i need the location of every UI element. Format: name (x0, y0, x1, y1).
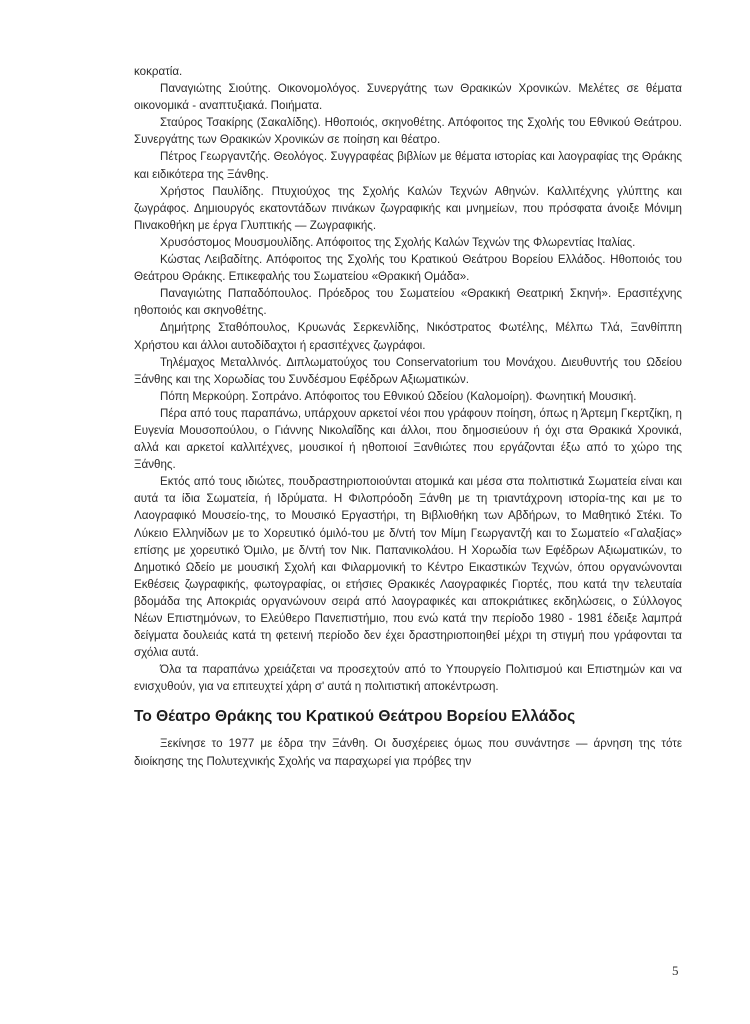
paragraph: Ξεκίνησε το 1977 με έδρα την Ξάνθη. Οι δυσχέρειες όμως που συνάντησε — άρνηση της τότε διοίκησης της Πολυτεχνικής Σχολής να παραχωρεί για πρόβες την (134, 737, 682, 768)
paragraph: Χρυσόστομος Μουσμουλίδης. Απόφοιτος της Σχολής Καλών Τεχνών της Φλωρεντίας Ιταλίας. (160, 235, 636, 249)
section-heading: Το Θέατρο Θράκης του Κρατικού Θεάτρου Βορείου Ελλάδος (134, 708, 576, 726)
paragraph: Χρήστος Παυλίδης. Πτυχιούχος της Σχολής Καλών Τεχνών Αθηνών. Καλλιτέχνης γλύπτης και ζωγράφος. Δημιουργός εκατοντάδων πινάκων ζωγραφικής και μνημείων, που πρόσφατα άνοιξε Μόνιμη Πινακοθήκη με έργα Γλυπτικής — Ζωγραφικής. (134, 184, 682, 232)
paragraph: Κώστας Λειβαδίτης. Απόφοιτος της Σχολής του Κρατικού Θεάτρου Βορείου Ελλάδος. Ηθοποιός του Θεάτρου Θράκης. Επικεφαλής του Σωματείου «Θρακική Ομάδα». (134, 253, 682, 284)
paragraph: Πόπη Μερκούρη. Σοπράνο. Απόφοιτος του Εθνικού Ωδείου (Καλομοίρη). Φωνητική Μουσική. (160, 389, 637, 403)
paragraph: Τηλέμαχος Μεταλλινός. Διπλωματούχος του Conservatorium του Μονάχου. Διευθυντής του Ωδείου Ξάνθης και της Χορωδίας του Συνδέσμου Εφέδρων Αξιωματικών. (134, 355, 682, 386)
page-number: 5 (672, 963, 679, 978)
paragraph: Πέρα από τους παραπάνω, υπάρχουν αρκετοί νέοι που γράφουν ποίηση, όπως η Άρτεμη Γκερτζίκη, η Ευγενία Μουσοπούλου, ο Γιάννης Νικολαΐδης και άλλοι, που δημοσιεύουν ή όχι στα Θρακικά Χρονικά, αλλά και αρκετοί καλλιτέχνες, μουσικοί ή ηθοποιοί Ξανθιώτες που εργάζονται έξω από το χώρο της Ξάνθης. (134, 406, 682, 472)
paragraph: Παναγιώτης Παπαδόπουλος. Πρόεδρος του Σωματείου «Θρακική Θεατρική Σκηνή». Ερασιτέχνης ηθοποιός και σκηνοθέτης. (134, 287, 682, 318)
paragraph: Εκτός από τους ιδιώτες, πουδραστηριοποιούνται ατομικά και μέσα στα πολιτιστικά Σωματεία είναι και αυτά τα ίδια Σωματεία, ή Ιδρύματα. Η Φιλοπρόοδη Ξάνθη με τη τριαντάχρονη ιστορία-της και με το Λαογραφικό Μουσείο-της, το Μουσικό Εργαστήρι, τη Βιβλιοθήκη των Αβδήρων, το Μαθητικό Στέκι. Το Λύκειο Ελληνίδων με το Χορευτικό όμιλό-του με δ/ντή τον Μίμη Γεωργαντζή και το Σωματείο «Γαλαξίας» επίσης με χορευτικό Όμιλο, με δ/ντή τον Νικ. Παπανικολάου. Η Χορωδία των Εφέδρων Αξιωματικών, το Δημοτικό Ωδείο με μουσική Σχολή και Φιλαρμονική το Κέντρο Εικαστικών Τεχνών, όπου οργανώνονται Εκθέσεις ζωγραφικής, φωτογραφίας, οι ετήσιες Θρακικές Λαογραφικές Γιορτές, που κατά την τελευταία βδομάδα της Αποκριάς οργανώνουν σειρά από λαογραφικές και αποκριάτικες εκδηλώσεις, ο Σύλλογος Νέων Επιστημόνων, το Ελεύθερο Πανεπιστήμιο, που ενώ κατά την περίοδο 1980 - 1981 έδειξε λαμπρά δείγματα δουλειάς κατά τη φετεινή περίοδο δεν έχει δραστηριοποιηθεί μέχρι τη στιγμή που γράφονται τα σχόλια αυτά. (134, 475, 682, 660)
body-text (134, 63, 682, 770)
paragraph: Παναγιώτης Σιούτης. Οικονομολόγος. Συνεργάτης των Θρακικών Χρονικών. Μελέτες σε θέματα οικονομικά - αναπτυξιακά. Ποιήματα. (134, 82, 682, 113)
paragraph: Σταύρος Τσακίρης (Σακαλίδης). Ηθοποιός, σκηνοθέτης. Απόφοιτος της Σχολής του Εθνικού Θεάτρου. Συνεργάτης των Θρακικών Χρονικών σε ποίηση και θέατρο. (134, 116, 682, 147)
paragraph: κοκρατία. (134, 65, 183, 78)
paragraph: Όλα τα παραπάνω χρειάζεται να προσεχτούν από το Υπουργείο Πολιτισμού και Επιστημών και να ενισχυθούν, για να επιτευχτεί χάρη σ' αυτά η πολιτιστική αποκέντρωση. (134, 663, 682, 694)
paragraph: Πέτρος Γεωργαντζής. Θεολόγος. Συγγραφέας βιβλίων με θέματα ιστορίας και λαογραφίας της Θράκης και ειδικότερα της Ξάνθης. (134, 150, 682, 181)
paragraph: Δημήτρης Σταθόπουλος, Κρυωνάς Σερκενλίδης, Νικόστρατος Φωτέλης, Μέλπω Τλά, Ξανθίππη Χρήστου και άλλοι αυτοδίδαχτοι ή ερασιτέχνες ζωγράφοι. (134, 321, 682, 352)
